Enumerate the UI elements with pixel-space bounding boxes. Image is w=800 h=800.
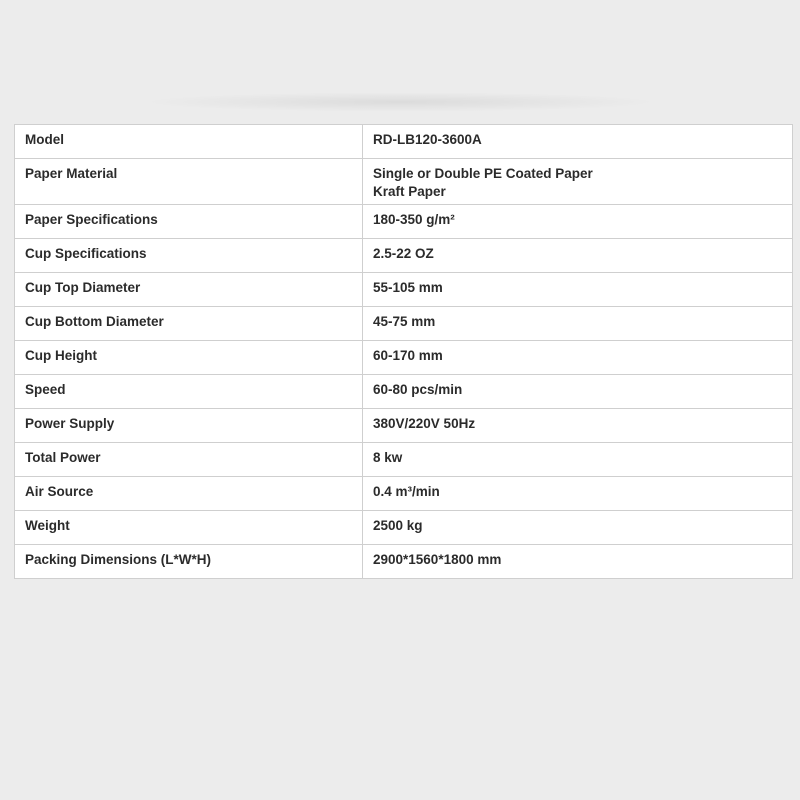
spec-label: Power Supply [15,409,363,443]
table-row [15,511,793,545]
spec-value [363,159,793,205]
table-row [15,409,793,443]
table-row [15,205,793,239]
spec-label: Cup Specifications [15,239,363,273]
spec-value-line: Single or Double PE Coated Paper [373,166,593,181]
spec-value: 2900*1560*1800 mm [363,545,793,579]
spec-value: 2500 kg [363,511,793,545]
spec-value: 8 kw [363,443,793,477]
spec-value: 180-350 g/m² [363,205,793,239]
spec-value-line: Kraft Paper [373,184,446,199]
spec-label: Model [15,125,363,159]
table-row [15,125,793,159]
table-row [15,375,793,409]
spec-label: Packing Dimensions (L*W*H) [15,545,363,579]
spec-label: Cup Height [15,341,363,375]
table-row [15,159,793,205]
spec-label: Air Source [15,477,363,511]
spec-value: 2.5-22 OZ [363,239,793,273]
specifications-table [14,124,793,579]
decorative-shadow [140,92,660,112]
spec-label: Cup Top Diameter [15,273,363,307]
table-row [15,443,793,477]
spec-label: Paper Specifications [15,205,363,239]
table-row [15,273,793,307]
spec-value: 45-75 mm [363,307,793,341]
spec-value: 380V/220V 50Hz [363,409,793,443]
spec-value: 60-80 pcs/min [363,375,793,409]
table-row [15,307,793,341]
table-row [15,341,793,375]
spec-label: Paper Material [15,159,363,205]
spec-label: Speed [15,375,363,409]
table-row [15,545,793,579]
spec-value: 0.4 m³/min [363,477,793,511]
spec-label: Cup Bottom Diameter [15,307,363,341]
spec-label: Total Power [15,443,363,477]
spec-label: Weight [15,511,363,545]
table-row [15,477,793,511]
spec-value: 55-105 mm [363,273,793,307]
table-row [15,239,793,273]
spec-value: 60-170 mm [363,341,793,375]
spec-value: RD-LB120-3600A [363,125,793,159]
